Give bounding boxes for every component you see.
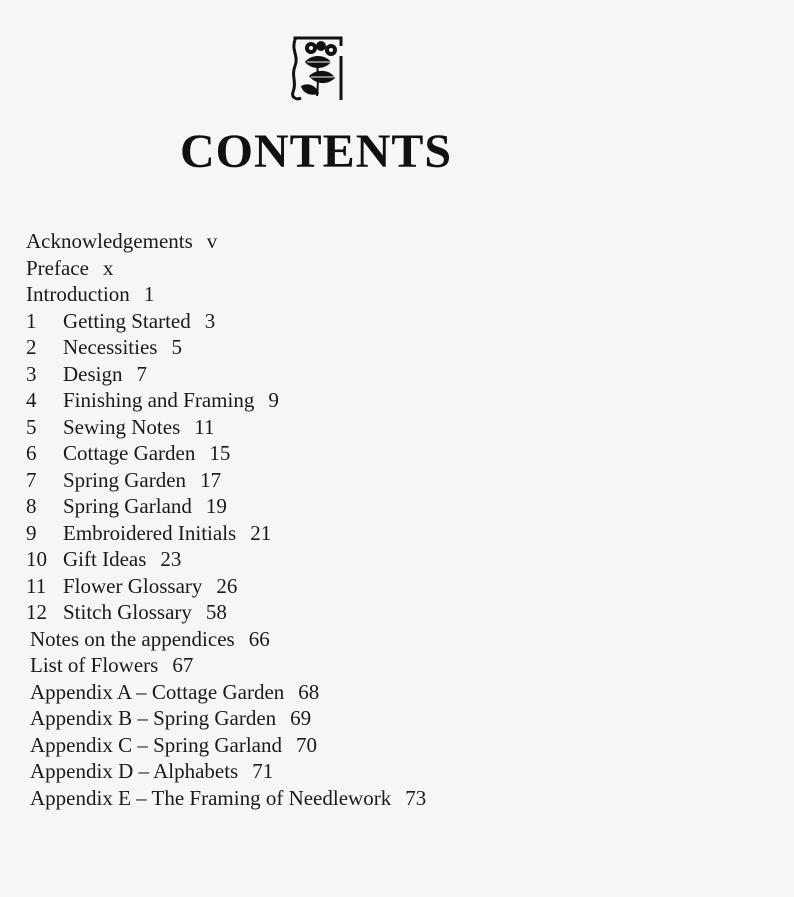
- toc-entry-label: Necessities: [63, 335, 158, 359]
- toc-entry-page: 73: [405, 785, 427, 810]
- toc-entry-page: x: [102, 255, 114, 280]
- toc-entry-page: 9: [268, 388, 279, 412]
- toc-entry-page: 68: [298, 679, 320, 704]
- chapter-number: 10: [26, 547, 47, 571]
- toc-entry-label: Introduction: [26, 282, 130, 306]
- chapter-number: 9: [26, 520, 37, 545]
- chapter-number: 7: [26, 467, 37, 492]
- toc-entry-label: Embroidered Initials: [63, 520, 237, 545]
- toc-entry-page: 26: [216, 573, 238, 598]
- toc-entry-appendix-d: [26, 758, 586, 785]
- toc-entry-label: Appendix E – The Framing of Needlework: [30, 785, 392, 810]
- toc-entry-label: Sewing Notes: [63, 414, 181, 439]
- toc-entry-chapter-8: [26, 493, 586, 520]
- toc-entry-notes-appendices: [26, 626, 586, 653]
- toc-entry-label: Appendix B – Spring Garden: [30, 706, 277, 730]
- toc-entry-chapter-3: [26, 361, 586, 388]
- toc-entry-label: Spring Garland: [63, 494, 192, 518]
- toc-entry-label: Preface: [26, 255, 89, 280]
- toc-entry-label: Appendix A – Cottage Garden: [30, 679, 285, 704]
- toc-entry-appendix-b: [26, 705, 586, 732]
- toc-entry-appendix-c: [26, 732, 586, 759]
- toc-entry-label: Spring Garden: [63, 467, 187, 492]
- floral-vine-icon: [287, 36, 349, 102]
- chapter-number: 3: [26, 361, 37, 386]
- toc-entry-page: 7: [136, 361, 147, 386]
- toc-entry-label: Notes on the appendices: [30, 626, 235, 651]
- toc-entry-preface: [26, 255, 586, 282]
- toc-entry-chapter-4: [26, 387, 586, 414]
- toc-entry-chapter-6: [26, 440, 586, 467]
- toc-entry-label: Getting Started: [63, 308, 191, 333]
- toc-entry-page: 3: [204, 308, 216, 333]
- toc-entry-page: 71: [252, 759, 274, 783]
- toc-entry-chapter-7: [26, 467, 586, 494]
- toc-entry-chapter-12: [26, 599, 586, 626]
- toc-entry-label: List of Flowers: [30, 653, 159, 677]
- toc-entry-page: 21: [250, 520, 272, 545]
- toc-entry-page: 11: [194, 414, 215, 439]
- toc-entry-page: v: [206, 229, 218, 253]
- chapter-number: 6: [26, 441, 37, 465]
- toc-entry-list-of-flowers: [26, 652, 586, 679]
- toc-entry-page: 23: [160, 547, 182, 571]
- toc-entry-page: 19: [205, 494, 227, 518]
- chapter-number: 1: [26, 308, 37, 333]
- page-title: CONTENTS: [180, 125, 453, 178]
- toc-entry-label: Acknowledgements: [26, 229, 193, 253]
- chapter-number: 5: [26, 414, 37, 439]
- chapter-number: 8: [26, 494, 37, 518]
- toc-entry-label: Design: [63, 361, 123, 386]
- toc-entry-page: 58: [205, 600, 227, 624]
- toc-entry-page: 70: [295, 732, 317, 757]
- toc-entry-page: 66: [248, 626, 270, 651]
- table-of-contents: [26, 228, 586, 811]
- toc-entry-label: Cottage Garden: [63, 441, 196, 465]
- toc-entry-chapter-2: [26, 334, 586, 361]
- toc-entry-label: Finishing and Framing: [63, 388, 255, 412]
- chapter-number: 4: [26, 388, 37, 412]
- toc-entry-page: 5: [171, 335, 182, 359]
- toc-entry-page: 1: [143, 282, 155, 306]
- chapter-number: 2: [26, 335, 37, 359]
- toc-entry-label: Flower Glossary: [63, 573, 203, 598]
- toc-entry-chapter-11: [26, 573, 586, 600]
- toc-entry-label: Gift Ideas: [63, 547, 147, 571]
- toc-entry-page: 17: [200, 467, 222, 492]
- toc-entry-chapter-10: [26, 546, 586, 573]
- toc-entry-chapter-5: [26, 414, 586, 441]
- toc-entry-label: Appendix D – Alphabets: [30, 759, 239, 783]
- toc-entry-label: Appendix C – Spring Garland: [30, 732, 282, 757]
- toc-entry-appendix-e: [26, 785, 586, 812]
- toc-entry-appendix-a: [26, 679, 586, 706]
- toc-entry-label: Stitch Glossary: [63, 600, 192, 624]
- toc-entry-introduction: [26, 281, 586, 308]
- toc-entry-page: 69: [290, 706, 312, 730]
- toc-entry-page: 15: [209, 441, 231, 465]
- chapter-number: 11: [26, 573, 47, 598]
- toc-entry-page: 67: [172, 653, 194, 677]
- toc-entry-acknowledgements: [26, 228, 586, 255]
- chapter-number: 12: [26, 600, 47, 624]
- toc-entry-chapter-1: [26, 308, 586, 335]
- toc-entry-chapter-9: [26, 520, 586, 547]
